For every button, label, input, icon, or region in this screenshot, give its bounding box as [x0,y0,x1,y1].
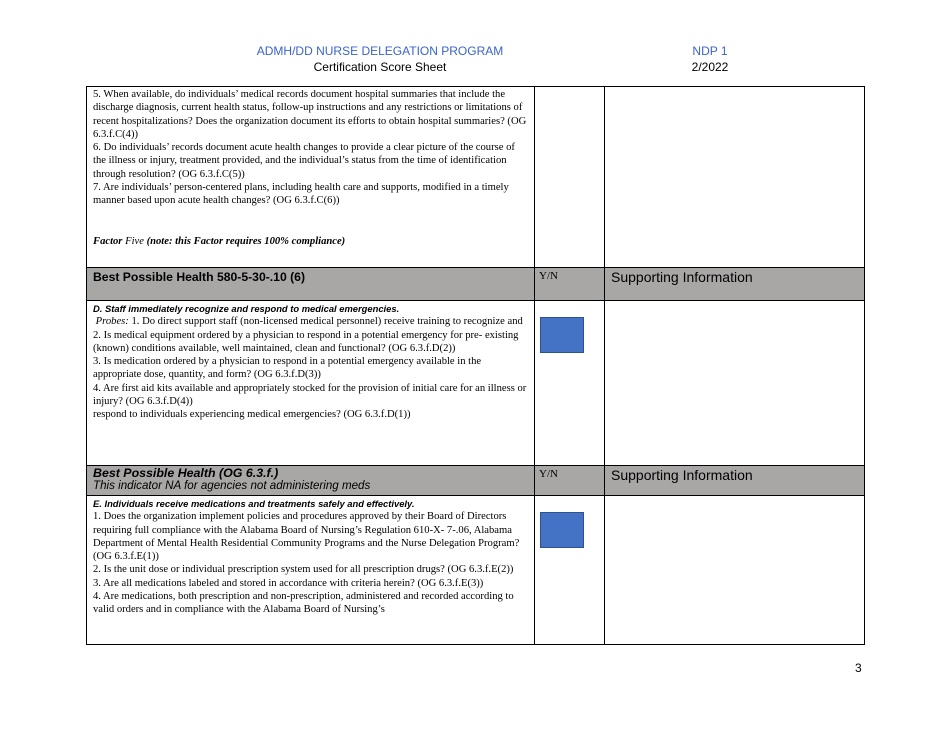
score-sheet-table [86,86,865,645]
document-header [180,43,580,75]
section-d-yn-cell[interactable] [535,301,605,466]
section-d-header-row [87,268,865,301]
question-e4: 4. Are medications, both prescription and non-prescription, administered and recorded according to valid orders and in compliance with the Alabama Board of Nursing’s [93,591,514,616]
section-d-title: Best Possible Health 580-5-30-.10 (6) [87,268,535,301]
question-d1-text: 1. Do direct support staff (non-licensed medical personnel) receive training to recognize and [131,316,523,328]
document-meta [660,43,760,75]
page-number: 3 [855,661,862,675]
section-e-heading: E. Individuals receive medications and treatments safely and effectively. [93,498,415,509]
section-c-yn-cell[interactable] [535,87,605,268]
section-d-heading: D. Staff immediately recognize and respond to medical emergencies. [93,303,400,314]
section-e-questions [87,496,535,645]
section-d-supporting-cell[interactable] [605,301,865,466]
section-e-supporting-cell[interactable] [605,496,865,645]
section-d-row [87,301,865,466]
factor-line [93,235,528,248]
document-date: 2/2022 [691,60,729,74]
question-d4: 4. Are first aid kits available and appropriately stocked for the provision of initial care for an illness or injury? (OG 6.3.f.D(4)) [93,382,527,408]
section-c-row [87,87,865,268]
question-c5: 5. When available, do individuals’ medical records document hospital summaries that include the discharge diagnosis, current health status, follow-up instructions and any restrictions or limitations of recent hospitalizations? Does the organization document its efforts to obtain hospital summaries? (OG 6.3.f.C(4)) [93,89,527,140]
question-e2: 2. Is the unit dose or individual prescription system used for all prescription drugs? (OG 6.3.f.E(2)) [93,564,514,576]
yn-response-box[interactable] [540,512,584,548]
yn-response-box[interactable] [540,317,584,353]
section-e-yn-cell[interactable] [535,496,605,645]
question-d1-continued: respond to individuals experiencing medical emergencies? (OG 6.3.f.D(1)) [93,409,411,421]
probes-label: Probes: [95,316,129,328]
question-c7: 7. Are individuals’ person-centered plans, including health care and supports, modified in a timely manner based upon acute health changes? (OG 6.3.f.C(6)) [93,182,509,207]
question-e1: 1. Does the organization implement policies and procedures approved by their Board of Directors requiring full compliance with the Alabama Board of Nursing’s Regulation 610-X- 7-.06, Alabama Department of Mental Health Residential Community Programs and the Nurse Delegation Program? (OG 6.3.f.E(1)) [93,511,520,563]
section-d-yn-header: Y/N [535,268,605,301]
document-code: NDP 1 [692,44,728,58]
section-c-supporting-cell[interactable] [605,87,865,268]
section-e-title: Best Possible Health (OG 6.3.f.) [93,466,279,480]
section-e-supporting-header: Supporting Information [605,466,865,496]
section-e-note: This indicator NA for agencies not administering meds [93,479,371,492]
section-e-row [87,496,865,645]
question-d3: 3. Is medication ordered by a physician to respond in a potential emergency available in the appropriate dose, quantity, and form? (OG 6.3.f.D(3)) [93,356,482,381]
question-d1 [93,315,528,328]
factor-number: Five [125,235,144,247]
document-subtitle: Certification Score Sheet [313,60,447,74]
section-e-yn-header: Y/N [535,466,605,496]
section-c-questions [87,87,535,268]
question-e3: 3. Are all medications labeled and stored in accordance with criteria herein? (OG 6.3.f.E(3)) [93,577,484,589]
section-e-title-cell [87,466,535,496]
factor-note: (note: this Factor requires 100% compliance) [146,235,346,247]
section-d-supporting-header: Supporting Information [605,268,865,301]
question-c6: 6. Do individuals’ records document acute health changes to provide a clear picture of the course of the illness or injury, treatment provided, and the individual’s status from the time of identification through resolution? (OG 6.3.f.C(5)) [93,142,515,180]
question-d2: 2. Is medical equipment ordered by a physician to respond in a potential emergency for pre- existing (known) conditions available, well maintained, clean and functional? (OG 6.3.f.D(2)) [93,329,519,354]
section-e-header-row [87,466,865,496]
program-title: ADMH/DD NURSE DELEGATION PROGRAM [256,44,504,58]
factor-word: Factor [93,235,123,247]
section-d-questions [87,301,535,466]
